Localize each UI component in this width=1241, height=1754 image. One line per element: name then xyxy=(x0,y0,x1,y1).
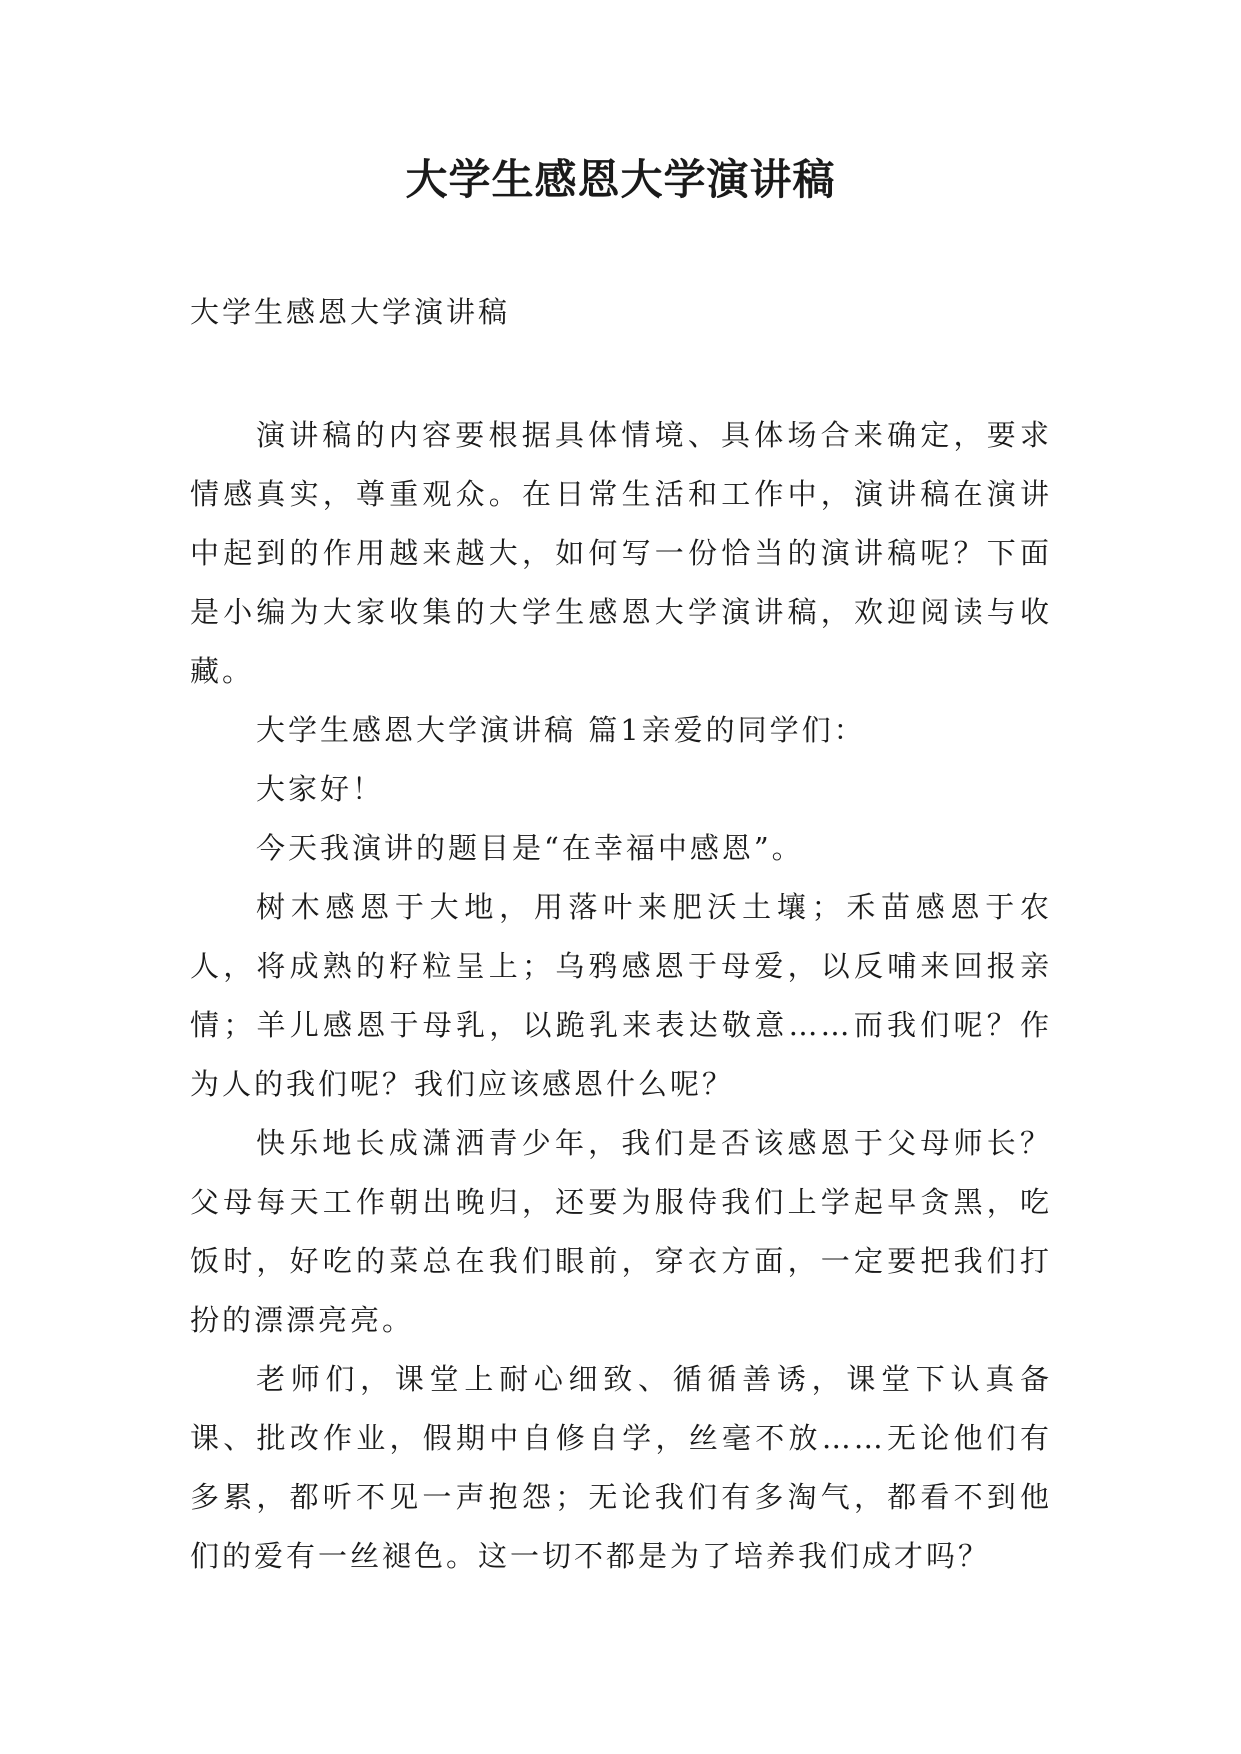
paragraph-speech-heading: 大学生感恩大学演讲稿 篇1亲爱的同学们： xyxy=(256,713,866,747)
paragraph-topic: 今天我演讲的题目是“在幸福中感恩”。 xyxy=(256,831,804,865)
paragraph-parents: 快乐地长成潇洒青少年，我们是否该感恩于父母师长？父母每天工作朝出晚归，还要为服侍我们上学起早贪黑，吃饭时，好吃的菜总在我们眼前，穿衣方面，一定要把我们打扮的漂漂亮亮。 xyxy=(190,1126,1052,1337)
paragraph-intro: 演讲稿的内容要根据具体情境、具体场合来确定，要求情感真实，尊重观众。在日常生活和工作中，演讲稿在演讲中起到的作用越来越大，如何写一份恰当的演讲稿呢？下面是小编为大家收集的大学生感恩大学演讲稿，欢迎阅读与收藏。 xyxy=(190,418,1052,688)
paragraph-greeting: 大家好！ xyxy=(256,772,385,806)
paragraph-teachers: 老师们，课堂上耐心细致、循循善诱，课堂下认真备课、批改作业，假期中自修自学，丝毫不放……无论他们有多累，都听不见一声抱怨；无论我们有多淘气，都看不到他们的爱有一丝褪色。这一切不都是为了培养我们成才吗？ xyxy=(190,1362,1052,1573)
document-subtitle: 大学生感恩大学演讲稿 xyxy=(190,295,511,329)
document-title: 大学生感恩大学演讲稿 xyxy=(405,155,836,204)
paragraph-nature-gratitude: 树木感恩于大地，用落叶来肥沃土壤；禾苗感恩于农人，将成熟的籽粒呈上；乌鸦感恩于母爱，以反哺来回报亲情；羊儿感恩于母乳，以跪乳来表达敬意……而我们呢？作为人的我们呢？我们应该感恩什么呢？ xyxy=(190,890,1052,1101)
document-body xyxy=(190,406,1052,1586)
